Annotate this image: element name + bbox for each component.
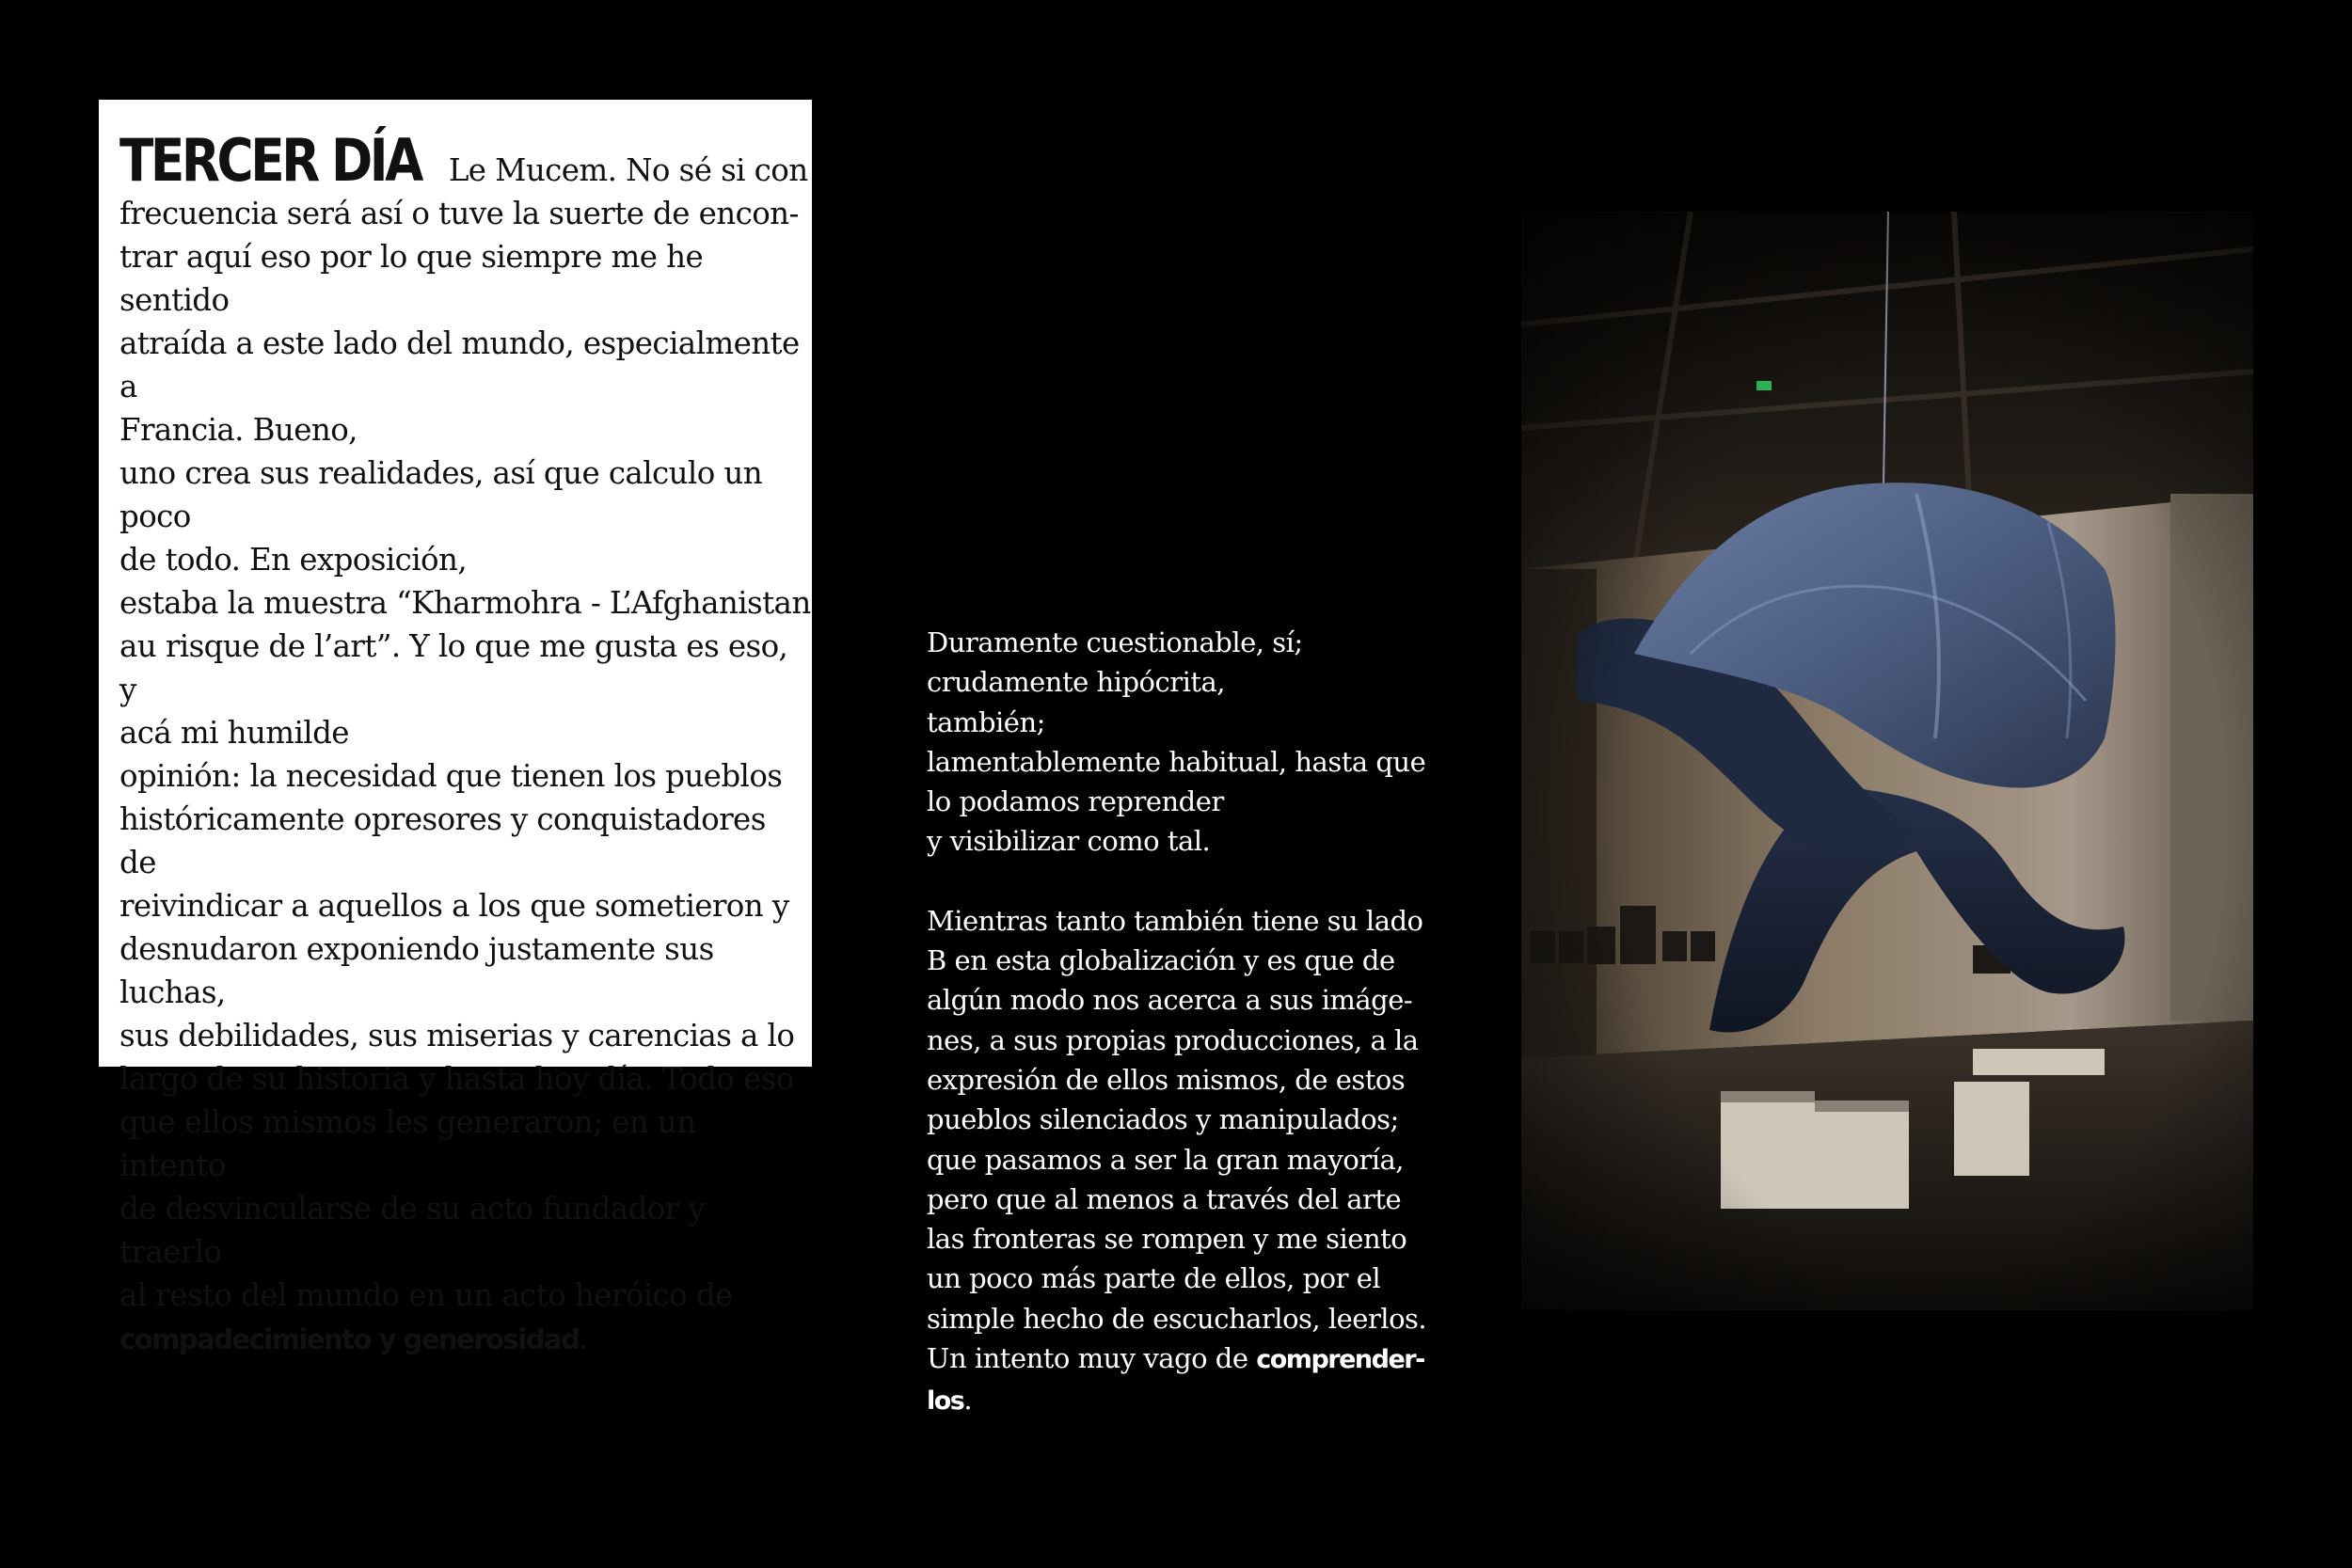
reflection-line: crudamente hipócrita, bbox=[927, 666, 1226, 699]
bold-word-part-2: los bbox=[927, 1386, 964, 1417]
essay-line: sus debilidades, sus miserias y carencias a lo bbox=[119, 1018, 795, 1053]
essay-line: trar aquí eso por lo que siempre me he sentido bbox=[119, 239, 704, 318]
final-line-prefix: Un intento muy vago de bbox=[927, 1342, 1257, 1375]
reflection-line: un poco más parte de ellos, por el bbox=[927, 1262, 1381, 1295]
reflection-line: Duramente cuestionable, sí; bbox=[927, 626, 1303, 658]
essay-text bbox=[119, 126, 811, 1361]
gallery-scene-image bbox=[1521, 212, 2253, 1310]
text-box bbox=[99, 100, 812, 1356]
bold-word-part-1: comprender- bbox=[1256, 1345, 1424, 1375]
reflection-line: nes, a sus propias producciones, a la bbox=[927, 1023, 1419, 1056]
essay-line: opinión: la necesidad que tienen los pueblos bbox=[119, 758, 783, 794]
reflection-text bbox=[927, 623, 1454, 1422]
essay-line: reivindicar a aquellos a los que sometieron y bbox=[119, 888, 789, 924]
reflection-line: pero que al menos a través del arte bbox=[927, 1182, 1402, 1215]
essay-line: desnudaron exponiendo justamente sus luchas, bbox=[119, 931, 714, 1010]
ending-punctuation: . bbox=[579, 1321, 589, 1356]
essay-line: atraída a este lado del mundo, especialmente a bbox=[119, 325, 800, 404]
final-punctuation: . bbox=[963, 1384, 973, 1417]
reflection-line: las fronteras se rompen y me siento bbox=[927, 1223, 1407, 1256]
exhibition-photo bbox=[1521, 212, 2253, 1310]
essay-line: de desvincularse de su acto fundador y traerlo bbox=[119, 1191, 706, 1270]
reflection-final-line bbox=[927, 1338, 1454, 1380]
essay-line: al resto del mundo en un acto heróico de bbox=[119, 1277, 733, 1313]
reflection-line: también; bbox=[927, 705, 1045, 738]
essay-line: uno crea sus realidades, así que calculo un poco bbox=[119, 455, 763, 534]
essay-line: au risque de l’art”. Y lo que me gusta es eso, y bbox=[119, 628, 788, 707]
paragraph-2 bbox=[927, 901, 1454, 1422]
reflection-line: lamentablemente habitual, hasta que bbox=[927, 745, 1426, 778]
essay-line: que ellos mismos les generaron; en un intento bbox=[119, 1104, 696, 1183]
reflection-line: y visibilizar como tal. bbox=[927, 825, 1211, 858]
reflection-line: que pasamos a ser la gran mayoría, bbox=[927, 1143, 1405, 1176]
essay-line: Le Mucem. No sé si con bbox=[439, 152, 808, 188]
reflection-line: simple hecho de escucharlos, leerlos. bbox=[927, 1302, 1427, 1335]
paragraph-gap bbox=[927, 862, 1454, 901]
essay-line: estaba la muestra “Kharmohra - L’Afghanistan bbox=[119, 585, 811, 621]
paragraph-1 bbox=[927, 623, 1454, 862]
reflection-line: B en esta globalización y es que de bbox=[927, 944, 1395, 977]
essay-line: Francia. Bueno, bbox=[119, 412, 358, 448]
reflection-line: lo podamos reprender bbox=[927, 785, 1224, 818]
reflection-line: pueblos silenciados y manipulados; bbox=[927, 1103, 1399, 1136]
reflection-line: Mientras tanto también tiene su lado bbox=[927, 904, 1423, 937]
essay-line: históricamente opresores y conquistadores de bbox=[119, 801, 766, 880]
essay-line: frecuencia será así o tuve la suerte de encon- bbox=[119, 196, 799, 231]
reflection-final-line-2 bbox=[927, 1380, 1454, 1421]
essay-line: acá mi humilde bbox=[119, 715, 349, 751]
reflection-line: expresión de ellos mismos, de estos bbox=[927, 1063, 1406, 1096]
reflection-line: algún modo nos acerca a sus imáge- bbox=[927, 984, 1413, 1017]
bold-phrase: compadecimiento y generosidad bbox=[119, 1323, 580, 1355]
essay-line: de todo. En exposición, bbox=[119, 542, 468, 578]
essay-line: largo de su historia y hasta hoy día. Todo eso bbox=[119, 1061, 794, 1097]
section-heading: TERCER DÍA bbox=[119, 126, 421, 195]
